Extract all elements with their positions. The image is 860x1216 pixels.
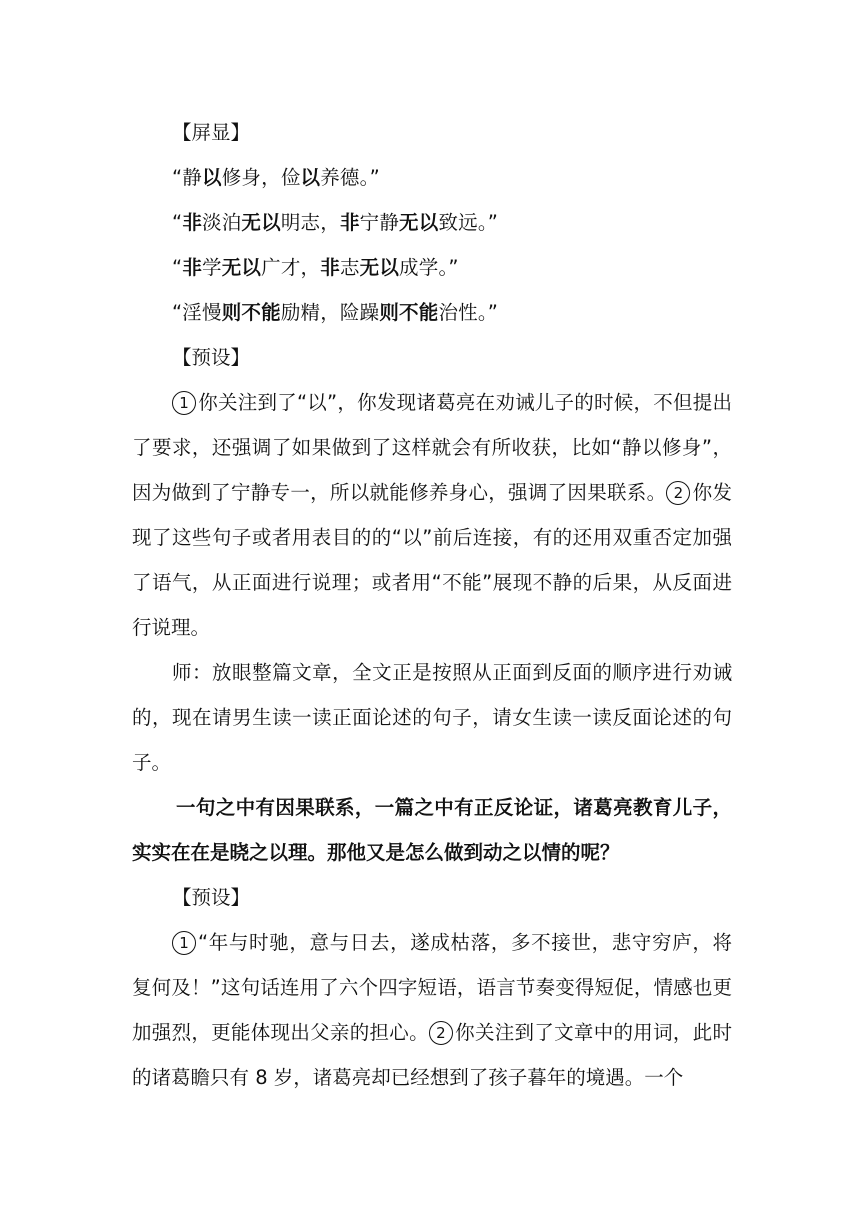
quote-keyword: 以 bbox=[300, 166, 321, 189]
quote-text: 励精，险躁 bbox=[280, 301, 380, 324]
preset-answer-1-part-2: 你发现了这些句子或者用表目的的“以”前后连接，有的还用双重否定加强了语气，从正面进行说理；或者用“不能”展现不静的后果，从反面进行说理。 bbox=[132, 481, 732, 639]
teacher-paragraph: 师：放眼整篇文章，全文正是按照从正面到反面的顺序进行劝诫的，现在请男生读一读正面论述的句子，请女生读一读反面论述的句子。 bbox=[132, 661, 732, 774]
quote-text: 修身，俭 bbox=[221, 166, 301, 189]
quote-text: “淫慢 bbox=[172, 301, 222, 324]
preset-answer-2 bbox=[132, 920, 732, 1100]
preset-answer-2-part-1: “年与时驰，意与日去，遂成枯落，多不接世，悲守穷庐，将复何及！”这句话连用了六个四字短语，语言节奏变得短促，情感也更加强烈，更能体现出父亲的担心。 bbox=[132, 931, 732, 1044]
quote-text: 学 bbox=[202, 256, 222, 279]
quote-text: “ bbox=[172, 256, 183, 279]
quote-text: 养德。” bbox=[320, 166, 380, 189]
quote-keyword: 则不能 bbox=[221, 301, 281, 324]
highlight-paragraph: 一句之中有因果联系，一篇之中有正反论证，诸葛亮教育儿子，实实在在是晓之以理。那他又是怎么做到动之以情的呢？ bbox=[132, 796, 732, 864]
quote-line-3 bbox=[132, 245, 732, 290]
quote-keyword: 非 bbox=[182, 256, 203, 279]
quote-keyword: 则不能 bbox=[379, 301, 439, 324]
quote-keyword: 无以 bbox=[241, 211, 281, 234]
document-body bbox=[132, 110, 732, 1100]
quote-keyword: 非 bbox=[182, 211, 203, 234]
preset-answer-2-part-2: 你关注到了文章中的用词，此时的诸葛瞻只有 8 岁，诸葛亮却已经想到了孩子暮年的境遇。一个 bbox=[132, 1021, 732, 1089]
quote-text: 致远。” bbox=[438, 211, 499, 234]
quote-text: 淡泊 bbox=[202, 211, 242, 234]
quote-line-2 bbox=[132, 200, 732, 245]
quote-text: “ bbox=[172, 211, 183, 234]
circled-number-1: 1 bbox=[172, 391, 196, 415]
quote-line-4 bbox=[132, 290, 732, 335]
screen-display-label: 【屏显】 bbox=[172, 121, 251, 144]
circled-number-2: 2 bbox=[429, 1021, 453, 1045]
quote-keyword: 无以 bbox=[221, 256, 262, 279]
preset-label-2: 【预设】 bbox=[172, 886, 251, 909]
quote-text: 成学。” bbox=[399, 256, 459, 279]
quote-keyword: 非 bbox=[339, 211, 360, 234]
quote-keyword: 以 bbox=[202, 166, 222, 189]
preset-answer-1 bbox=[132, 380, 732, 650]
quote-keyword: 无以 bbox=[399, 211, 439, 234]
quote-keyword: 无以 bbox=[359, 256, 400, 279]
quote-text: 宁静 bbox=[359, 211, 400, 234]
quote-text: 治性。” bbox=[438, 301, 499, 324]
preset-answer-1-part-1: 你关注到了“以”，你发现诸葛亮在劝诫儿子的时候，不但提出了要求，还强调了如果做到了这样就会有所收获，比如“静以修身”，因为做到了宁静专一，所以就能修养身心，强调了因果联系。 bbox=[132, 391, 732, 504]
circled-number-2: 2 bbox=[666, 481, 690, 505]
quote-line-1 bbox=[132, 155, 732, 200]
quote-text: “静 bbox=[172, 166, 203, 189]
circled-number-1: 1 bbox=[172, 931, 196, 955]
quote-text: 广才， bbox=[261, 256, 321, 279]
quote-text: 明志， bbox=[280, 211, 340, 234]
preset-label: 【预设】 bbox=[172, 346, 251, 369]
quote-keyword: 非 bbox=[320, 256, 340, 279]
quote-text: 志 bbox=[339, 256, 360, 279]
